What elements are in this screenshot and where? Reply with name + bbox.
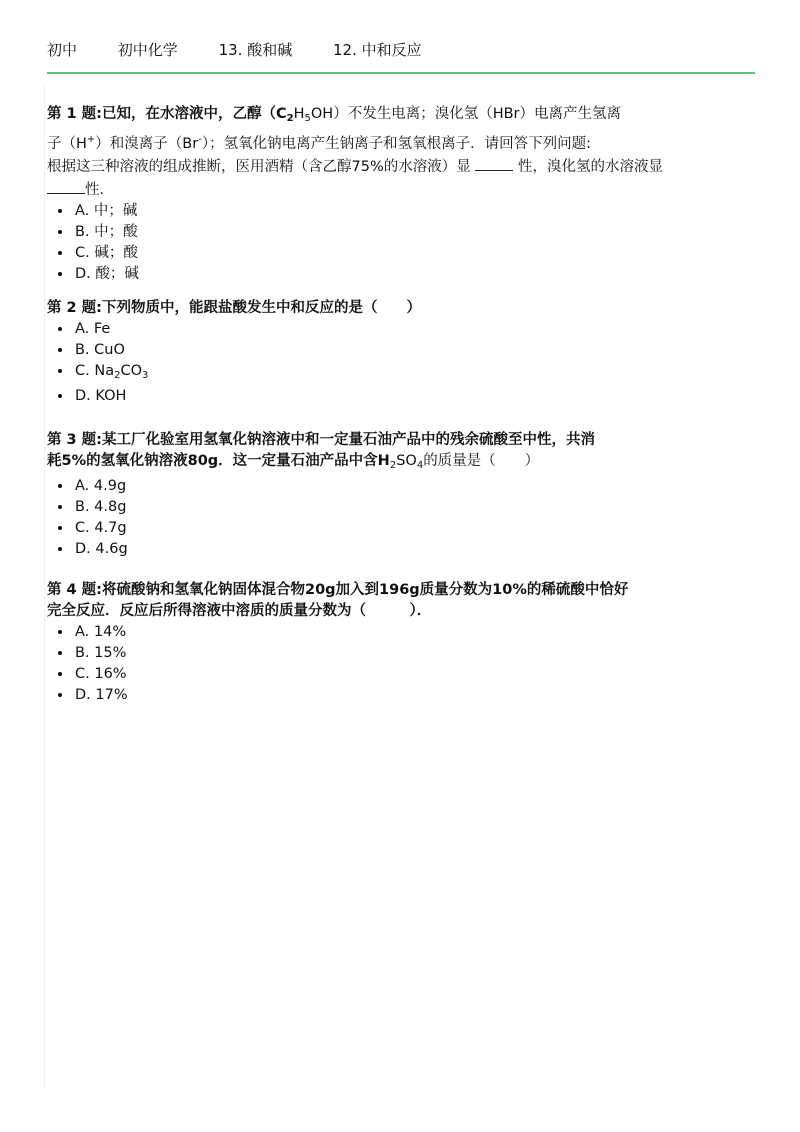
option-a[interactable]: • A. 4.9g (73, 476, 757, 497)
option-d[interactable]: • D. 17% (73, 685, 757, 706)
question-1-text: 根据这三种溶液的组成推断，医用酒精（含乙醇75%的水溶液）显 (47, 159, 471, 175)
option-a[interactable]: • A. 14% (73, 622, 757, 643)
breadcrumb (47, 38, 755, 74)
option-b[interactable]: • B. 4.8g (73, 497, 757, 518)
answer-blank[interactable] (475, 155, 513, 171)
question-1-text: OH）不发生电离；溴化氢（HBr）电离产生氢离 (310, 106, 622, 122)
option-d[interactable]: • D. 酸；碱 (73, 264, 757, 285)
superscript: + (86, 134, 96, 145)
question-4-line-1: 第 4 题:将硫酸钠和氢氧化钠固体混合物20g加入到196g质量分数为10%的稀硫酸中恰好 (47, 582, 629, 598)
question-3-text: 耗5%的氢氧化钠溶液80g．这一定量石油产品中含H (47, 453, 390, 469)
option-c[interactable]: • C. 碱；酸 (73, 243, 757, 264)
question-1-text: ）；氢氧化钠电离产生钠离子和氢氧根离子．请回答下列问题: (201, 136, 591, 152)
subscript: 4 (416, 460, 424, 471)
question-2 (47, 298, 757, 407)
option-b[interactable]: • B. CuO (73, 340, 757, 361)
question-1-text: H (293, 106, 305, 122)
option-c-text: C. Na (75, 363, 115, 379)
option-c[interactable]: • C. 4.7g (73, 518, 757, 539)
subscript: 2 (389, 460, 397, 471)
question-3-text: 的质量是（ ） (423, 453, 540, 469)
subscript: 5 (304, 113, 311, 124)
question-1-line-3 (47, 155, 757, 178)
question-1 (47, 104, 757, 285)
breadcrumb-item-unit[interactable]: 13. 酸和碱 (218, 41, 293, 59)
question-3 (47, 430, 757, 560)
option-c[interactable]: • C. 16% (73, 664, 757, 685)
option-c[interactable] (73, 361, 757, 386)
question-1-text: 性． (85, 182, 114, 198)
question-1-options (47, 201, 757, 285)
subscript: 3 (142, 370, 149, 381)
option-a[interactable]: • A. Fe (73, 319, 757, 340)
superscript: - (198, 134, 202, 145)
question-4-line-2: 完全反应．反应后所得溶液中溶质的质量分数为（ ）． (47, 603, 432, 619)
option-d[interactable]: • D. KOH (73, 386, 757, 407)
question-4 (47, 580, 757, 706)
question-2-options (47, 319, 757, 407)
answer-blank[interactable] (47, 178, 85, 194)
option-b[interactable]: • B. 中；酸 (73, 222, 757, 243)
question-2-text: 第 2 题:下列物质中，能跟盐酸发生中和反应的是（ ） (47, 300, 421, 316)
question-1-line-4 (47, 178, 757, 201)
question-1-text: 子（H (47, 136, 87, 152)
question-1-line-1 (47, 104, 757, 129)
option-d[interactable]: • D. 4.6g (73, 539, 757, 560)
breadcrumb-item-topic[interactable]: 12. 中和反应 (333, 41, 422, 59)
question-1-line-2 (47, 129, 757, 155)
breadcrumb-item-subject[interactable]: 初中化学 (117, 41, 178, 59)
question-3-text: SO (396, 453, 417, 469)
left-margin-rule (44, 85, 45, 1090)
option-b[interactable]: • B. 15% (73, 643, 757, 664)
question-3-line-2 (47, 451, 757, 476)
breadcrumb-item-stage[interactable]: 初中 (47, 41, 78, 59)
subscript: 2 (286, 113, 294, 124)
question-3-line-1: 第 3 题:某工厂化验室用氢氧化钠溶液中和一定量石油产品中的残余硫酸至中性，共消 (47, 432, 595, 448)
option-c-text: CO (120, 363, 142, 379)
option-a[interactable]: • A. 中；碱 (73, 201, 757, 222)
question-3-options (47, 476, 757, 560)
question-1-text: ）和溴离子（Br (95, 136, 199, 152)
question-1-text: 性，溴化氢的水溶液显 (517, 159, 663, 175)
question-4-options (47, 622, 757, 706)
subscript: 2 (114, 370, 121, 381)
question-1-text: 第 1 题:已知，在水溶液中，乙醇（C (47, 106, 287, 122)
